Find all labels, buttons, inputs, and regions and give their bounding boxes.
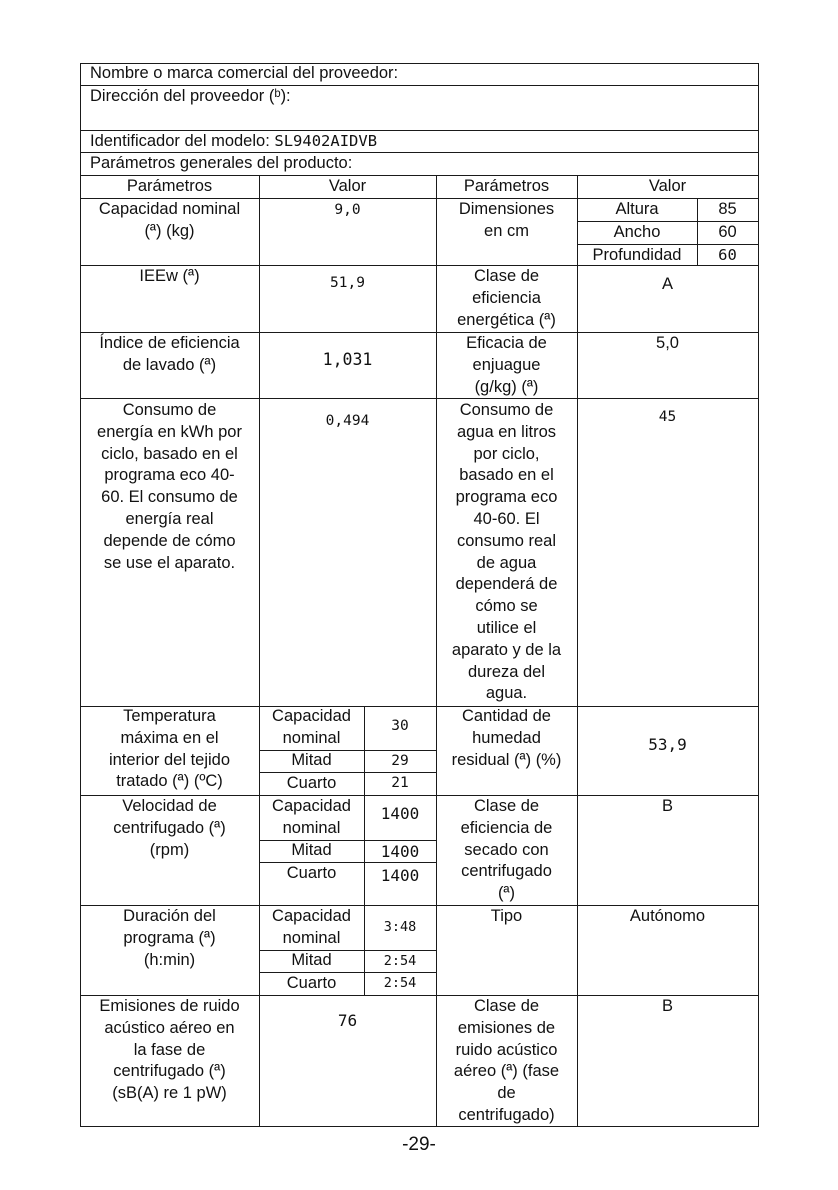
noise-value: 76 [337,1011,358,1030]
capacity-label: Capacidad nominal (ª) (kg) [98,200,241,240]
width-value: 60 [718,223,737,241]
model-value: SL9402AIDVB [274,132,378,150]
rinse-label: Eficacia de enjuague (g/kg) (ª) [466,334,547,396]
duration-quarter-label: Cuarto [286,974,337,992]
model-identifier [90,131,377,153]
energy-consumption-label: Consumo de energía en kWh por ciclo, basado en el programa eco 40- 60. El consumo de energía real depende de cómo se use el aparato. [97,401,242,572]
wash-index-value: 1,031 [322,350,373,369]
model-label: Identificador del modelo: [90,132,270,150]
spin-half-label: Mitad [291,841,332,859]
noise-class-label: Clase de emisiones de ruido acústico aéreo (ª) (fase de centrifugado) [453,997,560,1124]
energy-class-value: A [661,275,673,293]
width-label: Ancho [613,223,661,241]
temperature-label: Temperatura máxima en el interior del tejido tratado (ª) (ºC) [108,707,231,791]
column-header-value-left: Valor [328,177,367,195]
duration-quarter-value: 2:54 [383,975,417,991]
spin-speed-label: Velocidad de centrifugado (ª) (rpm) [113,797,226,859]
height-label: Altura [615,200,659,218]
moisture-value: 53,9 [648,735,687,754]
column-header-value-right: Valor [648,177,687,195]
iee-label: IEEw (ª) [139,267,200,285]
temperature-half-value: 29 [391,753,409,769]
temperature-quarter-label: Cuarto [286,774,337,792]
energy-consumption-value: 0,494 [325,413,370,429]
temperature-capacity-label: Capacidad nominal [272,707,351,747]
column-header-param-right: Parámetros [463,177,550,195]
rinse-value: 5,0 [656,334,679,352]
temperature-quarter-value: 21 [391,775,409,791]
temperature-capacity-value: 30 [391,718,409,734]
temperature-half-label: Mitad [291,751,332,769]
page-number: -29- [402,1134,436,1155]
duration-capacity-label: Capacidad nominal [272,907,351,947]
duration-half-value: 2:54 [383,953,417,969]
type-value: Autónomo [629,907,706,925]
spin-quarter-value: 1400 [380,866,420,885]
height-value: 85 [718,200,737,218]
spin-capacity-label: Capacidad nominal [272,797,351,837]
depth-label: Profundidad [592,246,682,264]
spin-quarter-label: Cuarto [286,864,337,882]
spin-capacity-value: 1400 [380,804,420,823]
duration-label: Duración del programa (ª) (h:min) [123,907,216,969]
duration-capacity-value: 3:48 [383,919,417,935]
address-label: Dirección del proveedor (ᵇ): [90,87,291,105]
water-consumption-value: 45 [658,409,677,425]
moisture-label: Cantidad de humedad residual (ª) (%) [451,707,562,769]
water-consumption-label: Consumo de agua en litros por ciclo, basado en el programa eco 40-60. El consumo real de agua dependerá de cómo se utilice el aparato y de la dureza del agua. [451,401,562,703]
capacity-value: 9,0 [334,202,361,218]
spin-class-value: B [661,797,673,815]
column-header-param-left: Parámetros [126,177,213,195]
supplier-label: Nombre o marca comercial del proveedor: [90,64,399,82]
duration-half-label: Mitad [291,951,332,969]
energy-class-label: Clase de eficiencia energética (ª) [457,267,556,329]
spin-class-label: Clase de eficiencia de secado con centrifugado (ª) [460,797,553,903]
type-label: Tipo [490,907,523,925]
general-params-label: Parámetros generales del producto: [90,154,353,172]
dimensions-label: Dimensiones en cm [458,200,555,240]
noise-label: Emisiones de ruido acústico aéreo en la fase de centrifugado (ª) (sB(A) re 1 pW) [99,997,240,1103]
spin-half-value: 1400 [380,842,420,861]
wash-index-label: Índice de eficiencia de lavado (ª) [99,334,240,374]
depth-value: 60 [718,246,737,264]
noise-class-value: B [661,997,673,1015]
iee-value: 51,9 [330,275,365,291]
